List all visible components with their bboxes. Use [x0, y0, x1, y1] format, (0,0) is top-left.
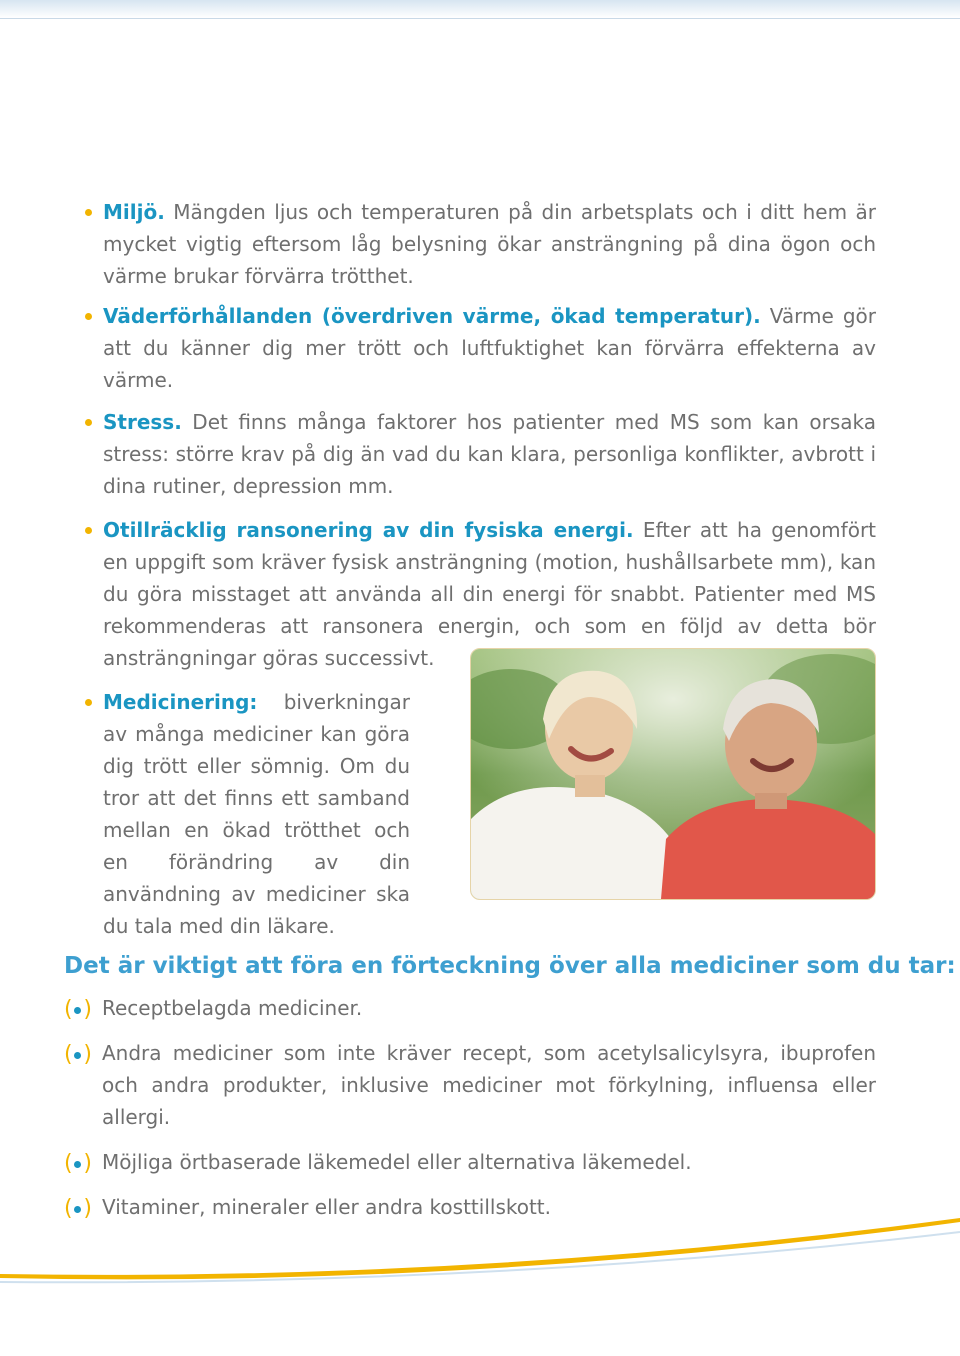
checklist-text: Receptbelagda mediciner.	[102, 996, 363, 1020]
section-heading: Det är viktigt att föra en förteckning över alla mediciner som du tar:	[64, 953, 956, 979]
parenthesis-dot-icon: ( )	[64, 1042, 92, 1067]
item-text: Det finns många faktorer hos patienter med MS som kan orsaka stress: större krav på dig än vad du kan klara, personliga konflikter, avbrott i dina rutiner, depression mm.	[103, 410, 876, 498]
checklist-text: Vitaminer, mineraler eller andra kosttillskott.	[102, 1195, 552, 1219]
bullet-icon	[85, 527, 92, 534]
parenthesis-dot-icon: ( )	[64, 997, 92, 1022]
item-title: Väderförhållanden (överdriven värme, ökad temperatur).	[103, 304, 761, 328]
parenthesis-dot-icon: ( )	[64, 1196, 92, 1221]
checklist-item	[64, 1146, 876, 1178]
list-item	[84, 300, 876, 396]
checklist-item	[64, 992, 876, 1024]
list-item	[84, 686, 410, 942]
item-title: Otillräcklig ransonering av din fysiska energi.	[103, 518, 634, 542]
bullet-icon	[85, 209, 92, 216]
bullet-icon	[85, 699, 92, 706]
item-text: biverkningar av många mediciner kan göra dig trött eller sömnig. Om du tror att det finns ett samband mellan en ökad trötthet och en förändring av din användning av mediciner ska du tala med din läkare.	[103, 690, 410, 938]
item-text: Efter att ha genomfört en uppgift som kräver fysisk ansträngning (motion, hushållsarbete mm), kan du göra misstaget att använda all din energi för snabbt. Patienter med MS rekommenderas att ransonera energin, och som en följd av detta bör ansträngningar göras successivt.	[103, 518, 877, 670]
item-text: Värme gör att du känner dig mer trött och luftfuktighet kan förvärra effekterna av värme.	[103, 304, 876, 392]
checklist-text: Möjliga örtbaserade läkemedel eller alternativa läkemedel.	[102, 1150, 692, 1174]
item-title: Medicinering:	[103, 690, 258, 714]
checklist-text: Andra mediciner som inte kräver recept, som acetylsalicylsyra, ibuprofen och andra produkter, inklusive mediciner mot förkylning, influensa eller allergi.	[102, 1041, 876, 1129]
list-item	[84, 406, 876, 502]
decorative-swoosh	[0, 1212, 960, 1292]
item-text: Mängden ljus och temperaturen på din arbetsplats och i ditt hem är mycket vigtig eftersom låg belysning ökar ansträngning på dina ögon och värme brukar förvärra trötthet.	[103, 200, 876, 288]
list-item	[84, 196, 876, 292]
item-title: Stress.	[103, 410, 182, 434]
parenthesis-dot-icon: ( )	[64, 1151, 92, 1176]
item-title: Miljö.	[103, 200, 165, 224]
bullet-icon	[85, 419, 92, 426]
couple-photo	[470, 648, 876, 900]
checklist-item	[64, 1037, 876, 1133]
medication-checklist	[64, 992, 876, 1223]
bullet-icon	[85, 313, 92, 320]
top-border	[0, 0, 960, 18]
